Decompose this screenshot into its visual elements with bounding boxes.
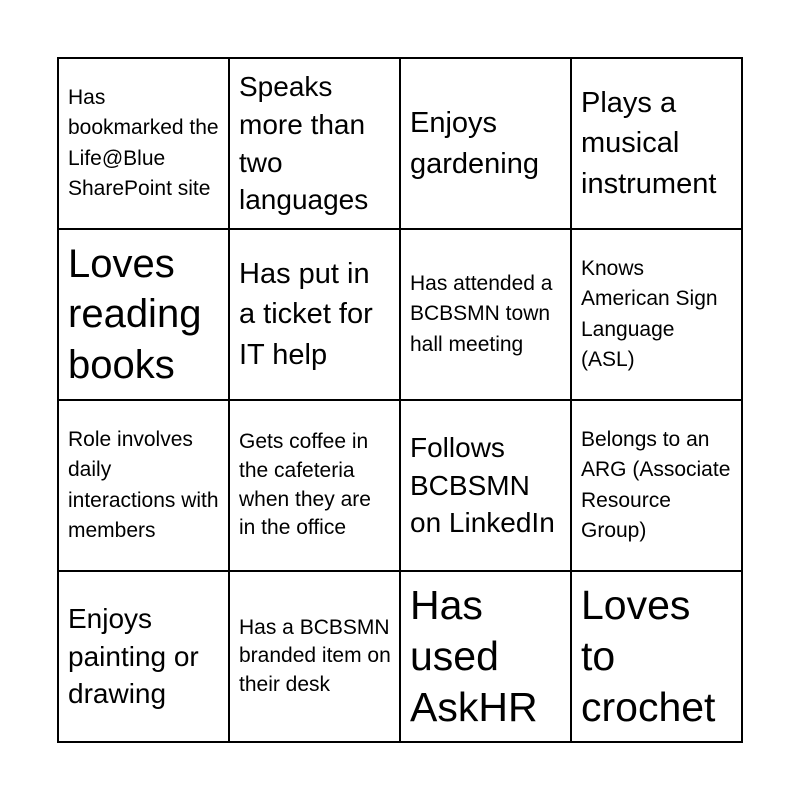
bingo-cell-2[interactable] [229,58,400,229]
bingo-cell-text: Has a BCBSMN branded item on their desk [239,615,391,696]
bingo-cell-16[interactable] [571,571,742,742]
bingo-cell-text: Speaks more than two languages [239,70,369,216]
bingo-cell-8[interactable] [571,229,742,400]
bingo-cell-text: Plays a musical instrument [581,87,717,200]
bingo-board [57,57,743,743]
bingo-cell-1[interactable] [58,58,229,229]
bingo-cell-text: Gets coffee in the cafeteria when they are in the office [239,430,371,540]
bingo-cell-4[interactable] [571,58,742,229]
bingo-cell-6[interactable] [229,229,400,400]
bingo-cell-12[interactable] [571,400,742,571]
bingo-cell-5[interactable] [58,229,229,400]
bingo-cell-11[interactable] [400,400,571,571]
bingo-cell-text: Has used AskHR [410,581,538,731]
bingo-cell-text: Has attended a BCBSMN town hall meeting [410,272,553,356]
bingo-cell-text: Belongs to an ARG (Associate Resource Group) [581,428,731,542]
bingo-cell-text: Has bookmarked the Life@Blue SharePoint site [68,86,219,200]
bingo-cell-9[interactable] [58,400,229,571]
bingo-cell-3[interactable] [400,58,571,229]
bingo-cell-15[interactable] [400,571,571,742]
bingo-cell-text: Knows American Sign Language (ASL) [581,257,718,371]
bingo-cell-text: Loves reading books [68,241,202,387]
bingo-cell-10[interactable] [229,400,400,571]
bingo-cell-text: Role involves daily interactions with members [68,428,219,542]
bingo-cell-text: Has put in a ticket for IT help [239,258,373,371]
bingo-cell-text: Enjoys gardening [410,107,539,180]
bingo-cell-text: Enjoys painting or drawing [68,602,199,710]
bingo-cell-14[interactable] [229,571,400,742]
bingo-cell-13[interactable] [58,571,229,742]
bingo-cell-text: Loves to crochet [581,581,716,731]
bingo-cell-7[interactable] [400,229,571,400]
bingo-cell-text: Follows BCBSMN on LinkedIn [410,431,555,539]
